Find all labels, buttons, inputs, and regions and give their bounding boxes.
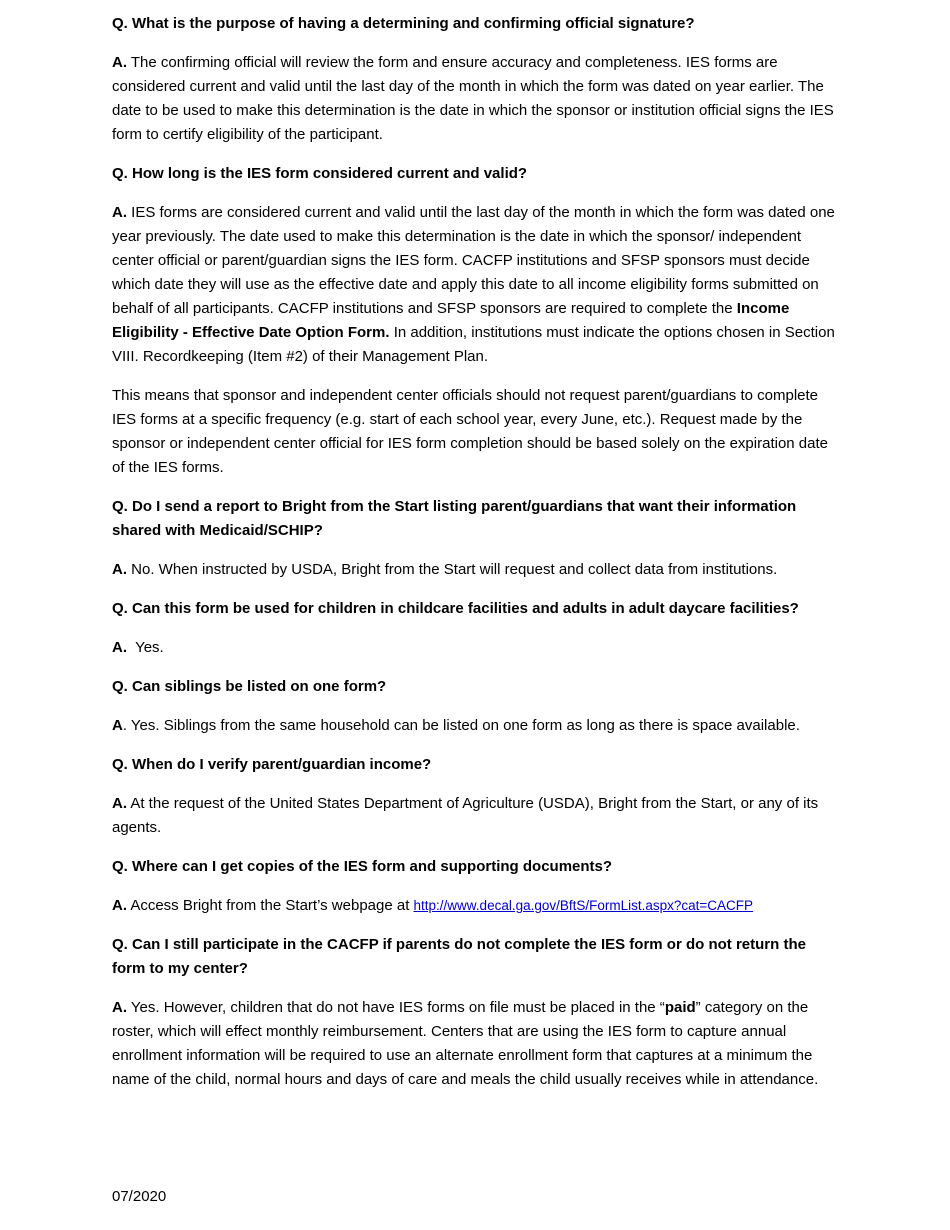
question-participation-without-form: Q. Can I still participate in the CACFP if parents do not complete the IES form or do not return the form to my center? (112, 936, 806, 977)
answer-prefix: A. (112, 795, 127, 812)
answer-text: At the request of the United States Department of Agriculture (USDA), Bright from the Start, or any of its agents. (112, 795, 819, 836)
answer-form-validity-paragraph-2: This means that sponsor and independent center officials should not request parent/guardians to complete IES forms at a specific frequency (e.g. start of each school year, every June, etc.). Request made by the sponsor or independent center official for IES form completion should be based solely on the expiration date of the IES forms. (112, 387, 828, 476)
question-medicaid-report: Q. Do I send a report to Bright from the Start listing parent/guardians that want their information shared with Medicaid/SCHIP? (112, 498, 797, 539)
answer-text: Yes. However, children that do not have IES forms on file must be placed in the “ (127, 999, 665, 1016)
answer-form-validity (112, 201, 842, 369)
paid-category-emphasis: paid (664, 999, 696, 1016)
answer-form-copies (112, 894, 842, 918)
footer-date: 07/2020 (112, 1188, 167, 1205)
answer-text-continued: In addition, institutions must indicate the options chosen in Section VIII. Recordkeeping (Item #2) of their Management Plan. (112, 324, 835, 365)
answer-prefix: A. (112, 999, 127, 1016)
decal-form-list-link[interactable]: http://www.decal.ga.gov/BftS/FormList.aspx?cat=CACFP (413, 898, 754, 913)
question-childcare-adult-daycare: Q. Can this form be used for children in childcare facilities and adults in adult daycare facilities? (112, 600, 799, 617)
answer-prefix: A. (112, 54, 127, 71)
form-name-emphasis: Income Eligibility - Effective Date Option Form. (112, 300, 790, 341)
question-form-copies: Q. Where can I get copies of the IES form and supporting documents? (112, 858, 613, 875)
answer-medicaid-report (112, 558, 842, 582)
answer-verify-income (112, 792, 842, 840)
answer-text: The confirming official will review the form and ensure accuracy and completeness. IES forms are considered current and valid until the last day of the month in which the form was dated on year earlier. The date to be used to make this determination is the date in which the sponsor or institution official signs the IES form to certify eligibility of the participant. (112, 54, 834, 143)
question-siblings: Q. Can siblings be listed on one form? (112, 678, 387, 695)
answer-text: IES forms are considered current and valid until the last day of the month in which the form was dated one year previously. The date used to make this determination is the date in which the sponsor/ independent center official or parent/guardian signs the IES form. CACFP institutions and SFSP sponsors must decide which date they will use as the effective date and apply this date to all income eligibility forms submitted on behalf of all participants. CACFP institutions and SFSP sponsors are required to complete the (112, 204, 835, 317)
question-verify-income: Q. When do I verify parent/guardian income? (112, 756, 432, 773)
answer-text: Access Bright from the Start’s webpage at (127, 897, 414, 914)
question-signature-purpose: Q. What is the purpose of having a determining and confirming official signature? (112, 15, 695, 32)
answer-text: No. When instructed by USDA, Bright from the Start will request and collect data from institutions. (127, 561, 778, 578)
answer-prefix: A. (112, 897, 127, 914)
answer-text-continued: ” category on the roster, which will effect monthly reimbursement. Centers that are using the IES form to capture annual enrollment information will be required to use an alternate enrollment form that captures at a minimum the name of the child, normal hours and days of care and meals the child usually receives while in attendance. (112, 999, 819, 1088)
answer-text: . Yes. Siblings from the same household can be listed on one form as long as there is space available. (122, 717, 800, 734)
answer-text: Yes. (127, 639, 164, 656)
answer-siblings (112, 714, 842, 738)
answer-participation-without-form (112, 996, 842, 1092)
answer-childcare-adult-daycare (112, 636, 842, 660)
answer-prefix: A. (112, 204, 127, 221)
faq-document (112, 12, 842, 1107)
question-form-validity: Q. How long is the IES form considered current and valid? (112, 165, 528, 182)
answer-prefix: A (112, 717, 123, 734)
answer-signature-purpose (112, 51, 842, 147)
answer-prefix: A. (112, 639, 127, 656)
answer-prefix: A. (112, 561, 127, 578)
